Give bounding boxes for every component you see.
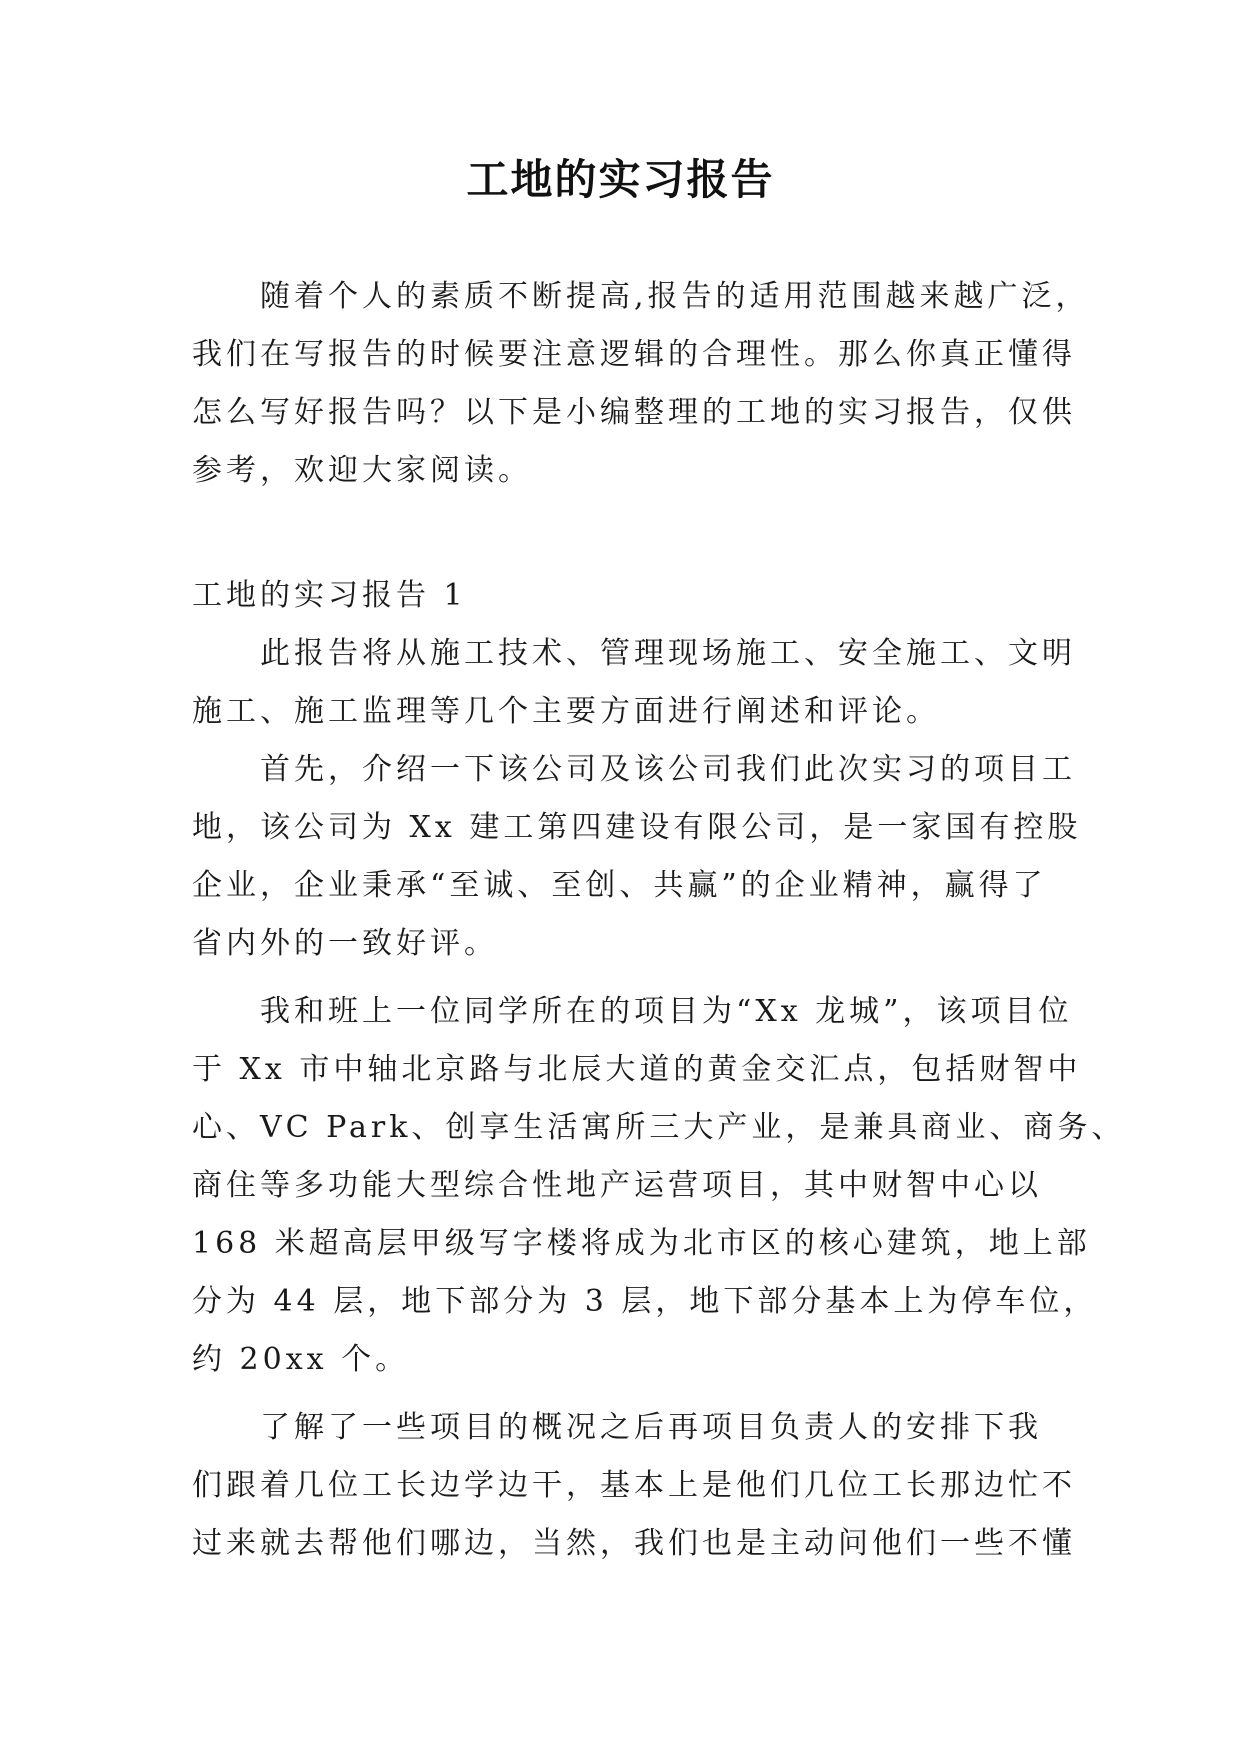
document-title: 工地的实习报告: [466, 155, 775, 204]
paragraph-line: 商住等多功能大型综合性地产运营项目，其中财智中心以: [192, 1168, 1042, 1203]
intro-line: 随着个人的素质不断提高,报告的适用范围越来越广泛，: [260, 279, 1090, 314]
paragraph-line: 地，该公司为 Xx 建工第四建设有限公司，是一家国有控股: [192, 810, 1082, 845]
section-heading: 工地的实习报告 1: [192, 578, 467, 613]
paragraph-line: 企业，企业秉承“至诚、至创、共赢”的企业精神，赢得了: [192, 868, 1047, 903]
intro-line: 怎么写好报告吗？以下是小编整理的工地的实习报告，仅供: [192, 395, 1076, 430]
intro-line: 我们在写报告的时候要注意逻辑的合理性。那么你真正懂得: [192, 337, 1076, 372]
paragraph-line: 了解了一些项目的概况之后再项目负责人的安排下我: [260, 1410, 1042, 1445]
paragraph-line: 168 米超高层甲级写字楼将成为北市区的核心建筑，地上部: [192, 1226, 1091, 1261]
paragraph-line: 们跟着几位工长边学边干，基本上是他们几位工长那边忙不: [192, 1468, 1076, 1503]
paragraph-line: 施工、施工监理等几个主要方面进行阐述和评论。: [192, 694, 940, 729]
paragraph-line: 约 20xx 个。: [192, 1342, 410, 1377]
paragraph-line: 省内外的一致好评。: [192, 926, 498, 961]
paragraph-line: 分为 44 层，地下部分为 3 层，地下部分基本上为停车位，: [192, 1284, 1098, 1319]
paragraph-line: 此报告将从施工技术、管理现场施工、安全施工、文明: [260, 636, 1076, 671]
paragraph-line: 心、VC Park、创享生活寓所三大产业，是兼具商业、商务、: [192, 1110, 1126, 1145]
paragraph-line: 于 Xx 市中轴北京路与北辰大道的黄金交汇点，包括财智中: [192, 1052, 1082, 1087]
paragraph-line: 我和班上一位同学所在的项目为“Xx 龙城”，该项目位: [260, 994, 1073, 1029]
paragraph-line: 过来就去帮他们哪边，当然，我们也是主动问他们一些不懂: [192, 1526, 1076, 1561]
intro-line: 参考，欢迎大家阅读。: [192, 453, 532, 488]
paragraph-line: 首先，介绍一下该公司及该公司我们此次实习的项目工: [260, 752, 1076, 787]
